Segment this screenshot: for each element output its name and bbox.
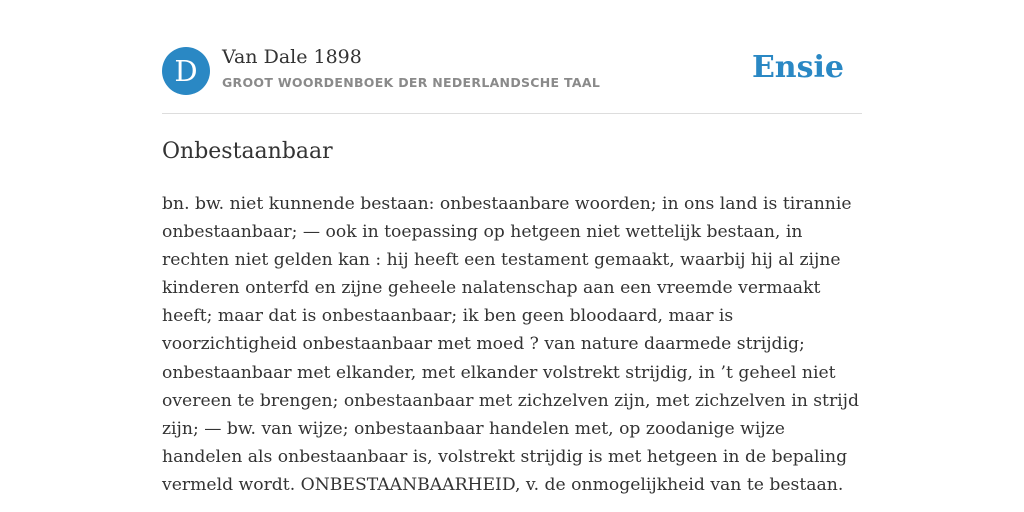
divider	[162, 113, 862, 114]
brand-logo[interactable]: Ensie	[751, 50, 844, 85]
header	[162, 46, 862, 96]
entry-title: Onbestaanbaar	[162, 139, 333, 164]
dictionary-title[interactable]: Van Dale 1898	[222, 46, 362, 68]
entry-definition: bn. bw. niet kunnende bestaan: onbestaanbare woorden; in ons land is tirannie onbestaanbaar; — ook in toepassing op hetgeen niet wettelijk bestaan, in rechten niet gelden kan : hij heeft een testament gemaakt, waarbij hij al zijne kinderen onterfd en zijne geheele nalatenschap aan een vreemde vermaakt heeft; maar dat is onbestaanbaar; ik ben geen bloodaard, maar is voorzichtigheid onbestaanbaar met moed ? van nature daarmede strijdig; onbestaanbaar met elkander, met elkander volstrekt strijdig, in ’t geheel niet overeen te brengen; onbestaanbaar met zichzelven zijn, met zichzelven in strijd zijn; — bw. van wijze; onbestaanbaar handelen met, op zoodanige wijze handelen als onbestaanbaar is, volstrekt strijdig is met hetgeen in de bepaling vermeld wordt. ONBESTAANBAARHEID, v. de onmogelijkheid van te bestaan.	[162, 194, 860, 495]
dictionary-avatar[interactable]: D	[162, 47, 210, 95]
dictionary-subtitle: GROOT WOORDENBOEK DER NEDERLANDSCHE TAAL	[222, 75, 601, 90]
